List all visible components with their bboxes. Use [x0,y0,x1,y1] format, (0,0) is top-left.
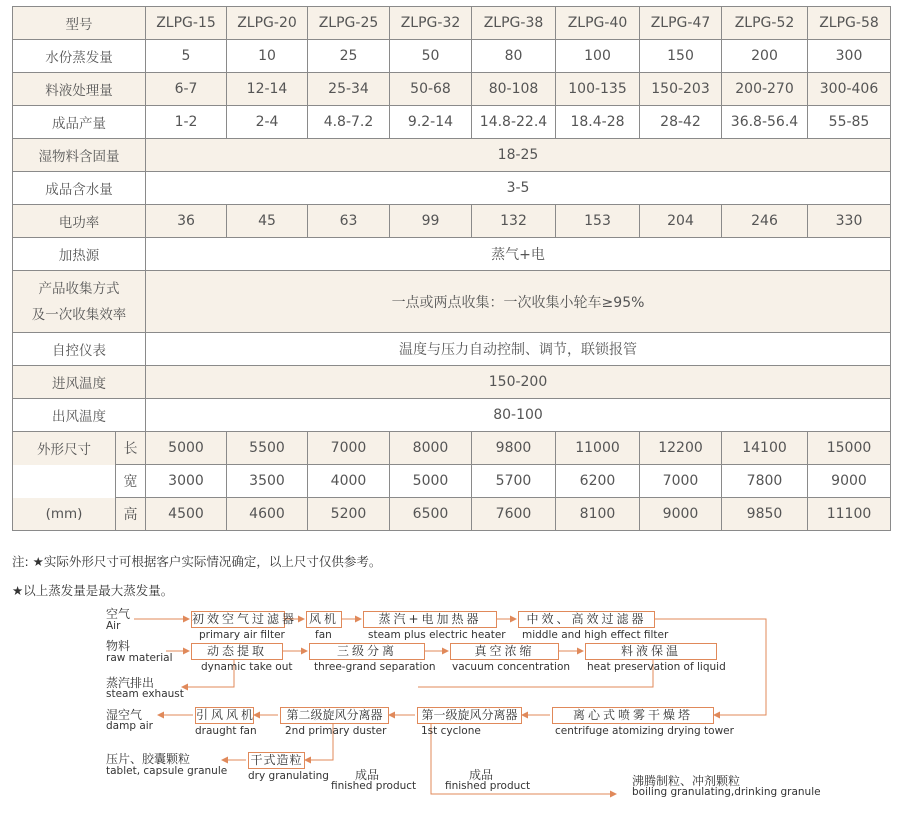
row-label: 外形尺寸 [13,432,116,465]
row-label: 成品含水量 [13,172,146,205]
row-label-line: 产品收集方式 [38,280,120,297]
table-cell: 8000 [390,432,472,465]
solid-content-row [13,139,891,172]
dry-granulating-box: 干式造粒 [248,752,305,769]
table-cell: 25-34 [308,73,390,106]
primary-air-filter-box: 初效空气过滤器 [192,612,298,626]
table-cell: 5000 [390,465,472,498]
process-flow-diagram [0,600,902,837]
table-cell: 2-4 [227,106,308,139]
row-label: 出风温度 [13,399,146,432]
collection-row [13,271,891,333]
table-cell: 5500 [227,432,308,465]
table-cell: 50-68 [390,73,472,106]
product-label-en: finished product [331,780,417,792]
vacuum-concentration-box: 真空浓缩 [450,643,559,660]
table-cell: 一点或两点收集：一次收集小轮车≥95% [146,271,891,333]
table-cell: 温度与压力自动控制、调节，联锁报管 [146,333,891,366]
spec-table [12,6,891,531]
evaporation-row [13,40,891,73]
primary-cyclone-box: 第一级旋风分离器 [417,707,522,724]
row-label: 湿物料含固量 [13,139,146,172]
table-cell: 132 [472,205,556,238]
heat-preservation-caption: heat preservation of liquid [587,661,726,673]
dynamic-extract-caption: dynamic take out [201,661,293,673]
table-cell: 9000 [808,465,891,498]
row-label: 自控仪表 [13,333,146,366]
table-cell: 80 [472,40,556,73]
secondary-duster-caption: 2nd primary duster [285,725,387,737]
header-row [13,7,891,40]
model-cell: ZLPG-47 [640,7,722,40]
note-evaporation: ★以上蒸发量是最大蒸发量。 [12,583,174,598]
separation-box: 三级分离 [309,643,425,660]
model-cell: ZLPG-20 [227,7,308,40]
table-cell: 9.2-14 [390,106,472,139]
model-cell: ZLPG-25 [308,7,390,40]
empty-cell [13,465,116,498]
table-cell: 25 [308,40,390,73]
table-cell: 204 [640,205,722,238]
raw-label-en: raw material [106,652,173,664]
table-cell: 7800 [722,465,808,498]
table-cell: 36 [146,205,227,238]
table-cell: 18.4-28 [556,106,640,139]
model-cell: ZLPG-40 [556,7,640,40]
tablet-label-en: tablet, capsule granule [106,765,228,777]
table-cell: 100-135 [556,73,640,106]
table-cell: 150 [640,40,722,73]
table-cell: 153 [556,205,640,238]
table-cell: 3500 [227,465,308,498]
damp-label-en: damp air [106,720,153,732]
sub-label: 宽 [116,465,146,498]
unit-label: (mm) [13,498,116,531]
table-cell: 300 [808,40,891,73]
table-cell: 3-5 [146,172,891,205]
row-label: 水份蒸发量 [13,40,146,73]
table-cell: 150-200 [146,366,891,399]
table-cell: 100 [556,40,640,73]
table-cell: 28-42 [640,106,722,139]
fan-caption: fan [315,629,332,641]
table-cell: 4000 [308,465,390,498]
table-cell: 9850 [722,498,808,531]
width-row [13,465,891,498]
table-cell: 18-25 [146,139,891,172]
table-cell: 11100 [808,498,891,531]
model-cell: ZLPG-15 [146,7,227,40]
model-header: 型号 [13,7,146,40]
table-cell: 6500 [390,498,472,531]
table-cell: 5 [146,40,227,73]
table-cell: 246 [722,205,808,238]
table-cell: 7000 [640,465,722,498]
sub-label: 高 [116,498,146,531]
table-cell: 1-2 [146,106,227,139]
table-cell: 5200 [308,498,390,531]
separation-caption: three-grand separation [314,661,436,673]
table-cell: 45 [227,205,308,238]
table-cell: 55-85 [808,106,891,139]
table-cell: 14.8-22.4 [472,106,556,139]
table-cell: 蒸气+电 [146,238,891,271]
height-row [13,498,891,531]
table-cell: 6200 [556,465,640,498]
table-cell: 7000 [308,432,390,465]
table-cell: 5700 [472,465,556,498]
table-cell: 63 [308,205,390,238]
table-cell: 12200 [640,432,722,465]
dynamic-extract-box: 动态提取 [191,643,283,660]
table-cell: 8100 [556,498,640,531]
raw-label-cn: 物料 [106,639,131,653]
fan-box: 风机 [306,611,342,628]
vacuum-concentration-caption: vacuum concentration [452,661,571,673]
boiling-label-cn: 沸腾制粒、冲剂颗粒 [632,774,741,788]
power-row [13,205,891,238]
table-cell: 80-108 [472,73,556,106]
model-cell: ZLPG-32 [390,7,472,40]
row-label: 料液处理量 [13,73,146,106]
row-label: 进风温度 [13,366,146,399]
liquid-row [13,73,891,106]
table-cell: 9000 [640,498,722,531]
table-cell: 14100 [722,432,808,465]
table-cell: 150-203 [640,73,722,106]
table-cell: 6-7 [146,73,227,106]
steam-label-cn: 蒸汽排出 [106,676,155,690]
air-label-en: Air [106,620,121,632]
table-cell: 12-14 [227,73,308,106]
table-cell: 200-270 [722,73,808,106]
row-label: 电功率 [13,205,146,238]
table-cell: 80-100 [146,399,891,432]
heat-source-row [13,238,891,271]
product-label-en: finished product [445,780,531,792]
table-cell: 4.8-7.2 [308,106,390,139]
table-cell: 15000 [808,432,891,465]
row-label-line: 及一次收集效率 [31,306,127,323]
high-effect-filter-caption: middle and high effect filter [522,629,669,641]
table-cell: 9800 [472,432,556,465]
draught-fan-box: 引风风机 [196,708,257,722]
length-row [13,432,891,465]
steam-label-en: steam exhaust [106,688,184,700]
table-cell: 4500 [146,498,227,531]
sub-label: 长 [116,432,146,465]
drying-tower-box: 离心式喷雾干燥塔 [552,707,714,724]
table-cell: 330 [808,205,891,238]
table-cell: 11000 [556,432,640,465]
table-cell: 7600 [472,498,556,531]
table-cell: 99 [390,205,472,238]
table-cell: 10 [227,40,308,73]
table-cell: 50 [390,40,472,73]
table-cell: 3000 [146,465,227,498]
damp-label-cn: 湿空气 [106,708,143,722]
secondary-duster-box: 第二级旋风分离器 [280,707,389,724]
product-label-cn: 成品 [355,768,380,782]
drying-tower-caption: centrifuge atomizing drying tower [555,725,734,737]
primary-air-filter-caption: primary air filter [199,629,285,641]
table-cell: 4600 [227,498,308,531]
primary-cyclone-caption: 1st cyclone [421,725,481,737]
dry-granulating-caption: dry granulating [248,770,329,782]
inlet-temp-row [13,366,891,399]
draught-fan-caption: draught fan [195,725,257,737]
high-effect-filter-box: 中效、高效过滤器 [518,611,655,628]
heat-preservation-box: 料液保温 [585,643,717,660]
product-label-cn: 成品 [469,768,494,782]
model-cell: ZLPG-52 [722,7,808,40]
outlet-temp-row [13,399,891,432]
row-label: 成品产量 [13,106,146,139]
table-cell: 5000 [146,432,227,465]
table-cell: 200 [722,40,808,73]
table-cell: 300-406 [808,73,891,106]
control-row [13,333,891,366]
boiling-label-en: boiling granulating,drinking granule [632,786,821,798]
electric-heater-box: 蒸汽+电加热器 [363,611,497,628]
air-label-cn: 空气 [106,607,131,621]
model-cell: ZLPG-58 [808,7,891,40]
model-cell: ZLPG-38 [472,7,556,40]
moisture-row [13,172,891,205]
tablet-label-cn: 压片、胶囊颗粒 [106,752,191,766]
note-dimensions: 注: ★实际外形尺寸可根据客户实际情况确定，以上尺寸仅供参考。 [12,554,382,569]
output-row [13,106,891,139]
row-label: 加热源 [13,238,146,271]
row-label [13,271,146,333]
table-cell: 36.8-56.4 [722,106,808,139]
electric-heater-caption: steam plus electric heater [368,629,506,641]
